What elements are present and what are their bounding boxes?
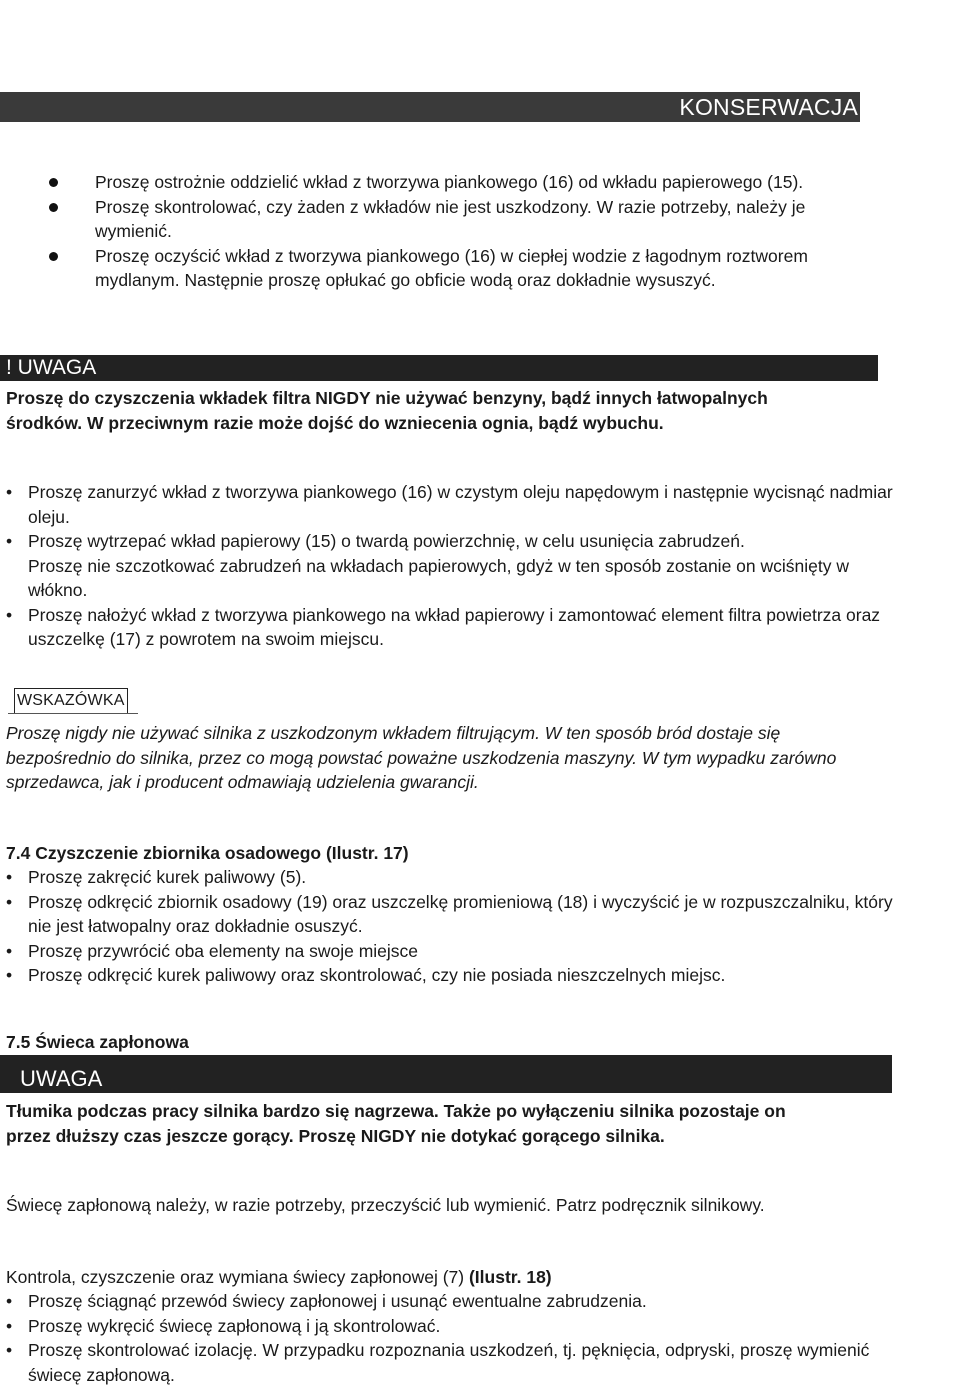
list-item: • Proszę skontrolować izolację. W przypadku rozpoznania uszkodzeń, tj. pęknięcia, odpryski, proszę wymienić świecę zapłonową.	[6, 1340, 870, 1385]
bullet-dot-icon	[49, 203, 58, 212]
section-header-title: KONSERWACJA	[679, 94, 858, 120]
warning-label: ! UWAGA	[6, 356, 97, 379]
bullet-dot-icon	[49, 252, 58, 261]
list-item: • Proszę nałożyć wkład z tworzywa piankowego na wkład papierowy i zamontować element filtra powietrza oraz uszczelkę (17) z powrotem na swoim miejscu.	[6, 604, 881, 649]
list-item: • Proszę wykręcić świecę zapłonową i ją skontrolować.	[6, 1315, 441, 1336]
spark-plug-paragraph: Świecę zapłonową należy, w razie potrzeby, przeczyścić lub wymienić. Patrz podręcznik silnikowy.	[6, 1195, 765, 1215]
warning-label: UWAGA	[20, 1066, 103, 1091]
section-75-list	[0, 1289, 900, 1387]
list-item: Proszę oczyścić wkład z tworzywa piankowego (16) w ciepłej wodzie z łagodnym roztworem mydlanym. Następnie proszę opłukać go obficie wodą oraz dokładnie wysuszyć.	[95, 244, 855, 293]
illustration-ref: (Ilustr. 18)	[468, 1267, 552, 1287]
list-item: • Proszę przywrócić oba elementy na swoje miejsce	[6, 940, 419, 961]
intro-list	[95, 170, 855, 293]
bullet-dot-icon	[49, 178, 58, 187]
list-item: • Proszę odkręcić zbiornik osadowy (19) oraz uszczelkę promieniową (18) i wyczyścić je w rozpuszczalniku, który nie jest łatwopalny oraz dokładnie osuszyć.	[6, 891, 893, 936]
list-item: Proszę skontrolować, czy żaden z wkładów nie jest uszkodzony. W razie potrzeby, należy je wymienić.	[95, 195, 855, 244]
list-item: Proszę nie szczotkować zabrudzeń na wkładach papierowych, gdyż w ten sposób zostanie on wciśnięty w włókno.	[28, 555, 849, 600]
warning-bar	[0, 355, 878, 381]
list-item: • Proszę zanurzyć wkład z tworzywa piankowego (16) w czystym oleju napędowym i następnie wycisnąć nadmiar oleju.	[6, 482, 893, 527]
list-item: • Proszę wytrzepać wkład papierowy (15) o twardą powierzchnię, w celu usunięcia zabrudzeń.	[6, 531, 745, 551]
list-item: • Proszę ściągnąć przewód świecy zapłonowej i usunąć ewentualne zabrudzenia.	[6, 1291, 647, 1311]
section-header-bar	[0, 92, 860, 122]
hint-text: Proszę nigdy nie używać silnika z uszkodzonym wkładem filtrującym. W ten sposób bród dostaje się bezpośrednio do silnika, przez co mogą powstać poważne uszkodzenia maszyny. W tym wypadku zarówno sprzedawca, jak i producent odmawiają udzielenia gwarancji.	[6, 723, 837, 792]
warning-bar	[0, 1055, 892, 1093]
spark-plug-control-heading: Kontrola, czyszczenie oraz wymiana świecy zapłonowej (7) (Ilustr. 18)	[6, 1267, 552, 1287]
section-74-title: 7.4 Czyszczenie zbiornika osadowego (Ilustr. 17)	[6, 843, 409, 863]
cleaning-list	[0, 480, 900, 652]
hint-divider	[8, 713, 138, 714]
list-item: Proszę ostrożnie oddzielić wkład z tworzywa piankowego (16) od wkładu papierowego (15).	[95, 170, 855, 195]
section-75-title: 7.5 Świeca zapłonowa	[6, 1032, 189, 1052]
section-74-list	[0, 865, 900, 988]
warning-text: Tłumika podczas pracy silnika bardzo się nagrzewa. Także po wyłączeniu silnika pozostaje on przez dłuższy czas jeszcze gorący. Proszę NIGDY nie dotykać gorącego silnika.	[6, 1101, 786, 1146]
list-item: • Proszę zakręcić kurek paliwowy (5).	[6, 867, 307, 887]
warning-text: Proszę do czyszczenia wkładek filtra NIGDY nie używać benzyny, bądź innych łatwopalnych środków. W przeciwnym razie może dojść do wzniecenia ognia, bądź wybuchu.	[6, 388, 768, 433]
list-item: • Proszę odkręcić kurek paliwowy oraz skontrolować, czy nie posiada nieszczelnych miejsc.	[6, 965, 726, 985]
hint-label: WSKAZÓWKA	[14, 688, 128, 714]
